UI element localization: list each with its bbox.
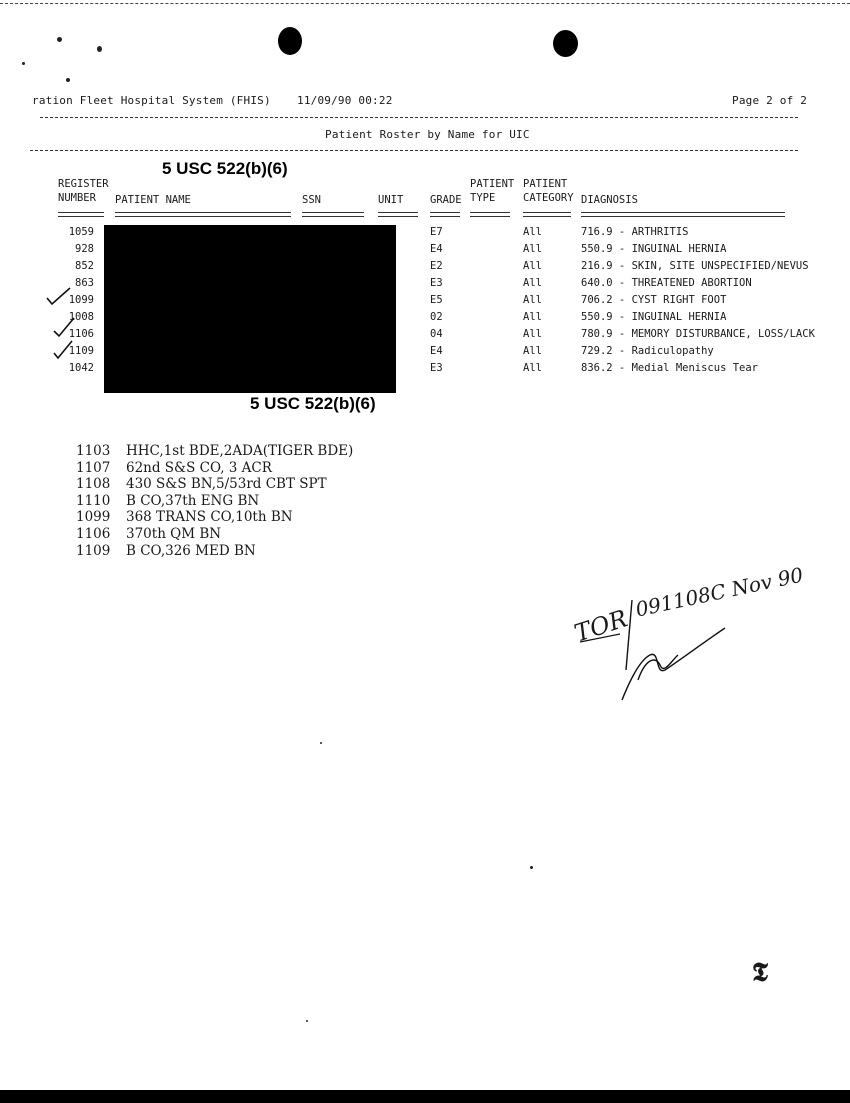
- unit-name: 370th QM BN: [126, 525, 222, 542]
- diagnosis: 706.2 - CYST RIGHT FOOT: [581, 294, 727, 306]
- register-number: 1008: [68, 311, 94, 323]
- diagnosis: 716.9 - ARTHRITIS: [581, 226, 689, 238]
- underline-name: [115, 212, 291, 217]
- patient-category: All: [523, 294, 542, 306]
- patient-category: All: [523, 345, 542, 357]
- speck: [57, 37, 62, 42]
- col-patient-type: PATIENT TYPE: [470, 178, 515, 204]
- list-item: [76, 543, 353, 560]
- register-number: 928: [75, 243, 94, 255]
- register-number: 1059: [68, 226, 94, 238]
- list-item: [76, 526, 353, 543]
- unit-code: 1110: [76, 492, 111, 509]
- col-diagnosis: DIAGNOSIS: [581, 194, 638, 206]
- unit-code: 1099: [76, 509, 111, 526]
- unit-code: 1107: [76, 459, 111, 476]
- report-datetime: 11/09/90 00:22: [297, 94, 393, 107]
- col-patient-name: PATIENT NAME: [115, 194, 191, 206]
- diagnosis: 836.2 - Medial Meniscus Tear: [581, 362, 759, 374]
- unit-list: [76, 443, 353, 559]
- patient-category: All: [523, 328, 542, 340]
- list-item: [76, 443, 353, 460]
- title-rule: [30, 150, 798, 151]
- list-item: [76, 460, 353, 477]
- speck: [97, 46, 102, 52]
- patient-category: All: [523, 311, 542, 323]
- patient-category: All: [523, 226, 542, 238]
- patient-category: All: [523, 362, 542, 374]
- diagnosis: 729.2 - Radiculopathy: [581, 345, 714, 357]
- annotation-line2: 091108C Nov 90: [633, 562, 806, 622]
- diagnosis: 550.9 - INGUINAL HERNIA: [581, 243, 727, 255]
- register-number: 863: [75, 277, 94, 289]
- patient-category: All: [523, 260, 542, 272]
- underline-grade: [430, 212, 460, 217]
- redaction-block: [104, 225, 396, 393]
- underline-diagnosis: [581, 212, 785, 217]
- col-ssn: SSN: [302, 194, 321, 206]
- unit-name: 368 TRANS CO,10th BN: [126, 509, 293, 526]
- unit-code: 1106: [76, 525, 111, 542]
- grade: E3: [430, 277, 443, 289]
- grade: E2: [430, 260, 443, 272]
- check-mark-icon: [47, 288, 70, 304]
- speck: [22, 62, 25, 65]
- punch-hole-left: [278, 27, 302, 55]
- diagnosis: 640.0 - THREATENED ABORTION: [581, 277, 752, 289]
- speck: [66, 78, 70, 82]
- unit-code: 1109: [76, 542, 111, 559]
- unit-name: B CO,37th ENG BN: [126, 492, 260, 509]
- diagnosis: 780.9 - MEMORY DISTURBANCE, LOSS/LACK: [581, 328, 815, 340]
- list-item: [76, 509, 353, 526]
- patient-category: All: [523, 243, 542, 255]
- report-title: Patient Roster by Name for UIC: [325, 128, 530, 141]
- col-grade: GRADE: [430, 194, 462, 206]
- page-number: Page 2 of 2: [732, 94, 808, 107]
- scan-bottom-edge: [0, 1090, 850, 1103]
- col-patient-category: PATIENT CATEGORY: [523, 178, 574, 204]
- list-item: [76, 476, 353, 493]
- check-marks: [44, 286, 84, 376]
- register-number: 1109: [68, 345, 94, 357]
- underline-unit: [378, 212, 418, 217]
- speck: [530, 866, 533, 869]
- header-rule: [40, 117, 798, 118]
- redaction-label-top: 5 USC 522(b)(6): [162, 159, 288, 178]
- grade: E3: [430, 362, 443, 374]
- check-mark-icon: [54, 318, 74, 336]
- register-number: 852: [75, 260, 94, 272]
- col-register: REGISTER NUMBER: [58, 178, 109, 204]
- patient-category: All: [523, 277, 542, 289]
- check-mark-icon: [54, 341, 72, 358]
- grade: 02: [430, 311, 443, 323]
- underline-category: [523, 212, 571, 217]
- grade: E4: [430, 243, 443, 255]
- scan-top-edge: [0, 3, 850, 4]
- unit-name: 62nd S&S CO, 3 ACR: [126, 459, 272, 476]
- speck: [320, 742, 322, 744]
- grade: E5: [430, 294, 443, 306]
- annotation-line1: TOR: [570, 604, 631, 648]
- punch-hole-right: [553, 30, 578, 57]
- unit-name: 430 S&S BN,5/53rd CBT SPT: [126, 476, 327, 493]
- system-name: ration Fleet Hospital System (FHIS): [32, 94, 271, 107]
- unit-code: 1103: [76, 443, 111, 459]
- corner-mark-icon: 𝕿: [752, 958, 768, 988]
- underline-register: [58, 212, 104, 217]
- list-item: [76, 493, 353, 510]
- underline-ssn: [302, 212, 364, 217]
- redaction-label-bottom: 5 USC 522(b)(6): [250, 394, 376, 413]
- grade: 04: [430, 328, 443, 340]
- col-unit: UNIT: [378, 194, 404, 206]
- diagnosis: 550.9 - INGUINAL HERNIA: [581, 311, 727, 323]
- grade: E4: [430, 345, 443, 357]
- diagnosis: 216.9 - SKIN, SITE UNSPECIFIED/NEVUS: [581, 260, 809, 272]
- register-number: 1106: [68, 328, 94, 340]
- signature-icon: [560, 560, 810, 710]
- register-number: 1042: [68, 362, 94, 374]
- unit-name: B CO,326 MED BN: [126, 542, 256, 559]
- speck: [306, 1020, 308, 1022]
- unit-code: 1108: [76, 476, 111, 493]
- register-number: 1099: [68, 294, 94, 306]
- underline-type: [470, 212, 510, 217]
- handwritten-annotation: [560, 560, 810, 710]
- grade: E7: [430, 226, 443, 238]
- unit-name: HHC,1st BDE,2ADA(TIGER BDE): [126, 443, 354, 459]
